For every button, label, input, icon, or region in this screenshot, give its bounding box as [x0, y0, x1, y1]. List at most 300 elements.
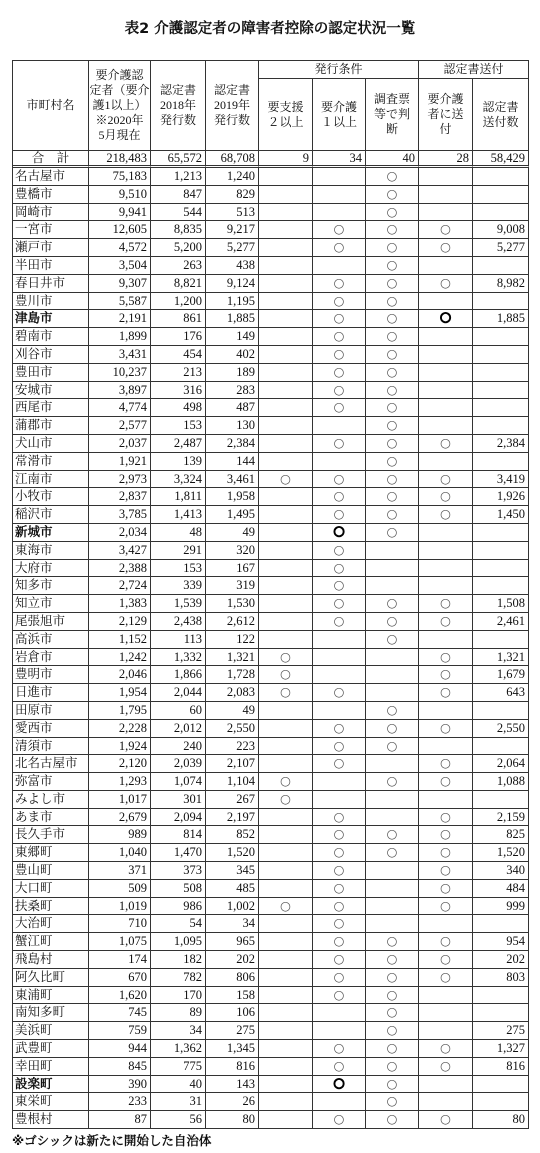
survey-mark: ○	[366, 382, 419, 400]
certified-count: 2,034	[89, 524, 151, 542]
issued-2018: 153	[151, 417, 206, 435]
sent-count: 643	[473, 684, 529, 702]
support2-mark	[259, 826, 313, 844]
header-send-to-certified: 要介護 者に送 付	[419, 79, 473, 151]
survey-mark: ○	[366, 506, 419, 524]
support2-mark	[259, 221, 313, 239]
care1-mark	[313, 631, 366, 649]
send-to-certified-mark: ○	[419, 951, 473, 969]
survey-mark: ○	[366, 1111, 419, 1129]
certified-count: 10,237	[89, 364, 151, 382]
certified-count: 2,120	[89, 755, 151, 773]
issued-2018: 1,362	[151, 1040, 206, 1058]
table-row	[13, 328, 529, 346]
municipality-name: 碧南市	[13, 328, 89, 346]
certified-count: 174	[89, 951, 151, 969]
total-label: 合 計	[13, 151, 89, 168]
municipality-name: 刈谷市	[13, 346, 89, 364]
header-conditions-group: 発行条件	[259, 61, 419, 79]
survey-mark: ○	[366, 399, 419, 417]
table-row	[13, 488, 529, 506]
sent-count	[473, 204, 529, 222]
issued-2018: 2,039	[151, 755, 206, 773]
survey-mark	[366, 809, 419, 827]
issued-2018: 373	[151, 862, 206, 880]
issued-2019: 2,550	[206, 720, 259, 738]
care1-mark: ○	[313, 826, 366, 844]
sent-count	[473, 560, 529, 578]
care1-mark	[313, 666, 366, 684]
support2-mark	[259, 987, 313, 1005]
issued-2019: 487	[206, 399, 259, 417]
send-to-certified-mark	[419, 1022, 473, 1040]
certified-count: 745	[89, 1004, 151, 1022]
care1-mark: ○	[313, 435, 366, 453]
send-to-certified-mark: ○	[419, 239, 473, 257]
municipality-name: 北名古屋市	[13, 755, 89, 773]
send-to-certified-mark: ○	[419, 969, 473, 987]
care1-mark	[313, 257, 366, 275]
send-to-certified-mark: ○	[419, 488, 473, 506]
sent-count: 340	[473, 862, 529, 880]
issued-2019: 1,530	[206, 595, 259, 613]
municipality-name: 東郷町	[13, 844, 89, 862]
send-to-certified-mark: ○	[419, 435, 473, 453]
issued-2018: 508	[151, 880, 206, 898]
support2-mark	[259, 1093, 313, 1111]
sent-count	[473, 399, 529, 417]
sent-count	[473, 702, 529, 720]
send-to-certified-mark: ○	[419, 898, 473, 916]
survey-mark	[366, 755, 419, 773]
certified-count: 1,954	[89, 684, 151, 702]
municipality-name: 豊川市	[13, 293, 89, 311]
sent-count: 1,520	[473, 844, 529, 862]
issued-2018: 176	[151, 328, 206, 346]
table-row	[13, 613, 529, 631]
municipality-name: 江南市	[13, 471, 89, 489]
issued-2018: 34	[151, 1022, 206, 1040]
care1-mark	[313, 1022, 366, 1040]
table-row	[13, 915, 529, 933]
issued-2019: 223	[206, 738, 259, 756]
care1-mark: ○	[313, 471, 366, 489]
table-row	[13, 310, 529, 328]
support2-mark	[259, 399, 313, 417]
table-row	[13, 399, 529, 417]
send-to-certified-mark: ○	[419, 471, 473, 489]
send-to-certified-mark	[419, 204, 473, 222]
care1-mark: ○	[313, 595, 366, 613]
total-certified: 218,483	[89, 151, 151, 168]
survey-mark: ○	[366, 969, 419, 987]
sent-count	[473, 791, 529, 809]
support2-mark	[259, 862, 313, 880]
issued-2018: 263	[151, 257, 206, 275]
issued-2018: 89	[151, 1004, 206, 1022]
sent-count: 5,277	[473, 239, 529, 257]
care1-mark: ○	[313, 987, 366, 1005]
certified-count: 1,620	[89, 987, 151, 1005]
survey-mark: ○	[366, 773, 419, 791]
footnote: ※ゴシックは新たに開始した自治体	[12, 1133, 212, 1148]
support2-mark	[259, 186, 313, 204]
sent-count	[473, 577, 529, 595]
certified-count: 2,037	[89, 435, 151, 453]
table-row	[13, 1022, 529, 1040]
municipality-name: 小牧市	[13, 488, 89, 506]
survey-mark: ○	[366, 186, 419, 204]
survey-mark	[366, 880, 419, 898]
table-title: 表2 介護認定者の障害者控除の認定状況一覧	[124, 21, 416, 37]
certified-count: 1,899	[89, 328, 151, 346]
care1-mark	[313, 702, 366, 720]
certified-count: 9,941	[89, 204, 151, 222]
care1-mark: ○	[313, 275, 366, 293]
care1-mark: ○	[313, 364, 366, 382]
certified-count: 371	[89, 862, 151, 880]
sent-count: 825	[473, 826, 529, 844]
care1-mark: ○	[313, 844, 366, 862]
table-row	[13, 969, 529, 987]
care1-mark: ○	[313, 1076, 366, 1094]
issued-2018: 3,324	[151, 471, 206, 489]
send-to-certified-mark: ○	[419, 826, 473, 844]
issued-2018: 1,095	[151, 933, 206, 951]
care1-mark: ○	[313, 399, 366, 417]
table-row	[13, 844, 529, 862]
table-row	[13, 933, 529, 951]
survey-mark: ○	[366, 221, 419, 239]
issued-2018: 814	[151, 826, 206, 844]
sent-count: 803	[473, 969, 529, 987]
send-to-certified-mark: ○	[419, 506, 473, 524]
municipality-name: 豊田市	[13, 364, 89, 382]
support2-mark: ○	[259, 684, 313, 702]
issued-2018: 2,012	[151, 720, 206, 738]
care1-mark: ○	[313, 898, 366, 916]
care1-mark: ○	[313, 684, 366, 702]
survey-mark: ○	[366, 631, 419, 649]
issued-2018: 1,332	[151, 649, 206, 667]
send-to-certified-mark: ○	[419, 666, 473, 684]
issued-2018: 8,821	[151, 275, 206, 293]
certified-count: 2,191	[89, 310, 151, 328]
sent-count: 3,419	[473, 471, 529, 489]
municipality-name: 大治町	[13, 915, 89, 933]
issued-2019: 143	[206, 1076, 259, 1094]
municipality-name: 常滑市	[13, 453, 89, 471]
table-row	[13, 880, 529, 898]
send-to-certified-mark: ○	[419, 755, 473, 773]
sent-count	[473, 382, 529, 400]
municipality-name: 岡崎市	[13, 204, 89, 222]
support2-mark	[259, 613, 313, 631]
send-to-certified-mark	[419, 524, 473, 542]
table-row	[13, 417, 529, 435]
issued-2018: 986	[151, 898, 206, 916]
certified-count: 233	[89, 1093, 151, 1111]
survey-mark: ○	[366, 1040, 419, 1058]
care1-mark: ○	[313, 239, 366, 257]
care1-mark: ○	[313, 346, 366, 364]
sent-count	[473, 542, 529, 560]
header-issued-2018: 認定書 2018年 発行数	[151, 61, 206, 151]
sent-count: 8,982	[473, 275, 529, 293]
issued-2018: 1,200	[151, 293, 206, 311]
support2-mark	[259, 1022, 313, 1040]
support2-mark	[259, 1076, 313, 1094]
support2-mark: ○	[259, 898, 313, 916]
sent-count	[473, 364, 529, 382]
certified-count: 2,388	[89, 560, 151, 578]
support2-mark	[259, 702, 313, 720]
sent-count: 275	[473, 1022, 529, 1040]
issued-2018: 2,044	[151, 684, 206, 702]
support2-mark	[259, 346, 313, 364]
total-survey: 40	[366, 151, 419, 168]
municipality-name: 大府市	[13, 560, 89, 578]
sent-count: 2,550	[473, 720, 529, 738]
sent-count	[473, 1004, 529, 1022]
send-to-certified-mark	[419, 560, 473, 578]
sent-count	[473, 293, 529, 311]
survey-mark: ○	[366, 257, 419, 275]
certified-count: 509	[89, 880, 151, 898]
certified-count: 3,785	[89, 506, 151, 524]
support2-mark	[259, 168, 313, 186]
table-row	[13, 542, 529, 560]
send-to-certified-mark: ○	[419, 809, 473, 827]
certified-count: 1,040	[89, 844, 151, 862]
send-to-certified-mark: ○	[419, 595, 473, 613]
survey-mark: ○	[366, 738, 419, 756]
care1-mark: ○	[313, 720, 366, 738]
table-row	[13, 471, 529, 489]
municipality-name: 蒲郡市	[13, 417, 89, 435]
certified-count: 4,572	[89, 239, 151, 257]
survey-mark: ○	[366, 595, 419, 613]
table-row	[13, 1040, 529, 1058]
care1-mark	[313, 1004, 366, 1022]
send-to-certified-mark	[419, 1076, 473, 1094]
care1-mark: ○	[313, 560, 366, 578]
certified-count: 2,724	[89, 577, 151, 595]
care1-mark: ○	[313, 488, 366, 506]
issued-2019: 202	[206, 951, 259, 969]
header-survey: 調査票 等で判 断	[366, 79, 419, 151]
municipality-name: 高浜市	[13, 631, 89, 649]
table-row	[13, 773, 529, 791]
table-row	[13, 382, 529, 400]
table-row	[13, 257, 529, 275]
issued-2019: 122	[206, 631, 259, 649]
table-row	[13, 506, 529, 524]
table-row	[13, 826, 529, 844]
header-issued-2019: 認定書 2019年 発行数	[206, 61, 259, 151]
issued-2018: 8,835	[151, 221, 206, 239]
support2-mark	[259, 1058, 313, 1076]
survey-mark: ○	[366, 1076, 419, 1094]
care1-mark	[313, 186, 366, 204]
support2-mark	[259, 293, 313, 311]
send-to-certified-mark: ○	[419, 844, 473, 862]
certified-count: 1,924	[89, 738, 151, 756]
certified-count: 1,075	[89, 933, 151, 951]
table-row	[13, 666, 529, 684]
support2-mark	[259, 933, 313, 951]
municipality-name: 一宮市	[13, 221, 89, 239]
survey-mark	[366, 791, 419, 809]
support2-mark	[259, 328, 313, 346]
sent-count: 1,885	[473, 310, 529, 328]
table-row	[13, 346, 529, 364]
total-issued-2019: 68,708	[206, 151, 259, 168]
municipality-name: 豊明市	[13, 666, 89, 684]
issued-2018: 153	[151, 560, 206, 578]
survey-mark: ○	[366, 239, 419, 257]
certified-count: 2,228	[89, 720, 151, 738]
table-row	[13, 1004, 529, 1022]
municipality-name: 豊山町	[13, 862, 89, 880]
issued-2018: 139	[151, 453, 206, 471]
sent-count	[473, 346, 529, 364]
issued-2019: 167	[206, 560, 259, 578]
support2-mark	[259, 738, 313, 756]
issued-2019: 3,461	[206, 471, 259, 489]
municipality-name: 豊橋市	[13, 186, 89, 204]
municipality-name: 飛島村	[13, 951, 89, 969]
table-row	[13, 204, 529, 222]
total-care1: 34	[313, 151, 366, 168]
issued-2018: 1,539	[151, 595, 206, 613]
total-support2: 9	[259, 151, 313, 168]
send-to-certified-mark	[419, 346, 473, 364]
issued-2018: 544	[151, 204, 206, 222]
total-send-to-certified: 28	[419, 151, 473, 168]
sent-count	[473, 186, 529, 204]
support2-mark	[259, 844, 313, 862]
issued-2019: 80	[206, 1111, 259, 1129]
issued-2018: 54	[151, 915, 206, 933]
survey-mark: ○	[366, 1058, 419, 1076]
issued-2019: 1,345	[206, 1040, 259, 1058]
survey-mark	[366, 577, 419, 595]
total-row	[13, 151, 529, 168]
municipality-name: 弥富市	[13, 773, 89, 791]
care1-mark: ○	[313, 542, 366, 560]
issued-2019: 49	[206, 702, 259, 720]
header-municipality: 市町村名	[13, 61, 89, 151]
table-row	[13, 791, 529, 809]
issued-2018: 454	[151, 346, 206, 364]
issued-2019: 130	[206, 417, 259, 435]
certified-count: 2,679	[89, 809, 151, 827]
table-row	[13, 702, 529, 720]
issued-2018: 170	[151, 987, 206, 1005]
sent-count	[473, 453, 529, 471]
issued-2019: 34	[206, 915, 259, 933]
survey-mark: ○	[366, 613, 419, 631]
survey-mark	[366, 684, 419, 702]
certified-count: 2,129	[89, 613, 151, 631]
municipality-name: 新城市	[13, 524, 89, 542]
care1-mark: ○	[313, 613, 366, 631]
municipality-name: 稲沢市	[13, 506, 89, 524]
sent-count	[473, 738, 529, 756]
support2-mark	[259, 560, 313, 578]
certified-count: 1,383	[89, 595, 151, 613]
issued-2019: 158	[206, 987, 259, 1005]
table-row	[13, 987, 529, 1005]
issued-2018: 213	[151, 364, 206, 382]
table-row	[13, 221, 529, 239]
table-row	[13, 951, 529, 969]
survey-mark	[366, 560, 419, 578]
issued-2019: 275	[206, 1022, 259, 1040]
municipality-name: 西尾市	[13, 399, 89, 417]
care1-mark: ○	[313, 951, 366, 969]
table-row	[13, 1058, 529, 1076]
send-to-certified-mark	[419, 702, 473, 720]
send-to-certified-mark	[419, 399, 473, 417]
table-row	[13, 862, 529, 880]
care1-mark	[313, 791, 366, 809]
certified-count: 1,293	[89, 773, 151, 791]
support2-mark	[259, 239, 313, 257]
care1-mark: ○	[313, 506, 366, 524]
municipality-name: 日進市	[13, 684, 89, 702]
send-to-certified-mark	[419, 417, 473, 435]
header-sending-group: 認定書送付	[419, 61, 529, 79]
care1-mark: ○	[313, 1111, 366, 1129]
sent-count: 2,064	[473, 755, 529, 773]
survey-mark: ○	[366, 471, 419, 489]
issued-2019: 267	[206, 791, 259, 809]
certified-count: 12,605	[89, 221, 151, 239]
survey-mark: ○	[366, 702, 419, 720]
survey-mark: ○	[366, 417, 419, 435]
certified-count: 1,795	[89, 702, 151, 720]
support2-mark	[259, 880, 313, 898]
table-row	[13, 275, 529, 293]
table-row	[13, 684, 529, 702]
issued-2018: 498	[151, 399, 206, 417]
support2-mark	[259, 915, 313, 933]
certified-count: 2,046	[89, 666, 151, 684]
certified-count: 710	[89, 915, 151, 933]
table-row	[13, 1093, 529, 1111]
certified-count: 670	[89, 969, 151, 987]
header-sent-count: 認定書 送付数	[473, 79, 529, 151]
certified-count: 5,587	[89, 293, 151, 311]
issued-2018: 182	[151, 951, 206, 969]
support2-mark	[259, 951, 313, 969]
certified-count: 3,427	[89, 542, 151, 560]
send-to-certified-mark: ○	[419, 1111, 473, 1129]
issued-2019: 2,107	[206, 755, 259, 773]
issued-2019: 1,104	[206, 773, 259, 791]
issued-2019: 402	[206, 346, 259, 364]
issued-2018: 31	[151, 1093, 206, 1111]
table-row	[13, 560, 529, 578]
support2-mark	[259, 275, 313, 293]
send-to-certified-mark: ○	[419, 275, 473, 293]
survey-mark: ○	[366, 293, 419, 311]
send-to-certified-mark	[419, 631, 473, 649]
table-row	[13, 168, 529, 186]
sent-count: 1,679	[473, 666, 529, 684]
